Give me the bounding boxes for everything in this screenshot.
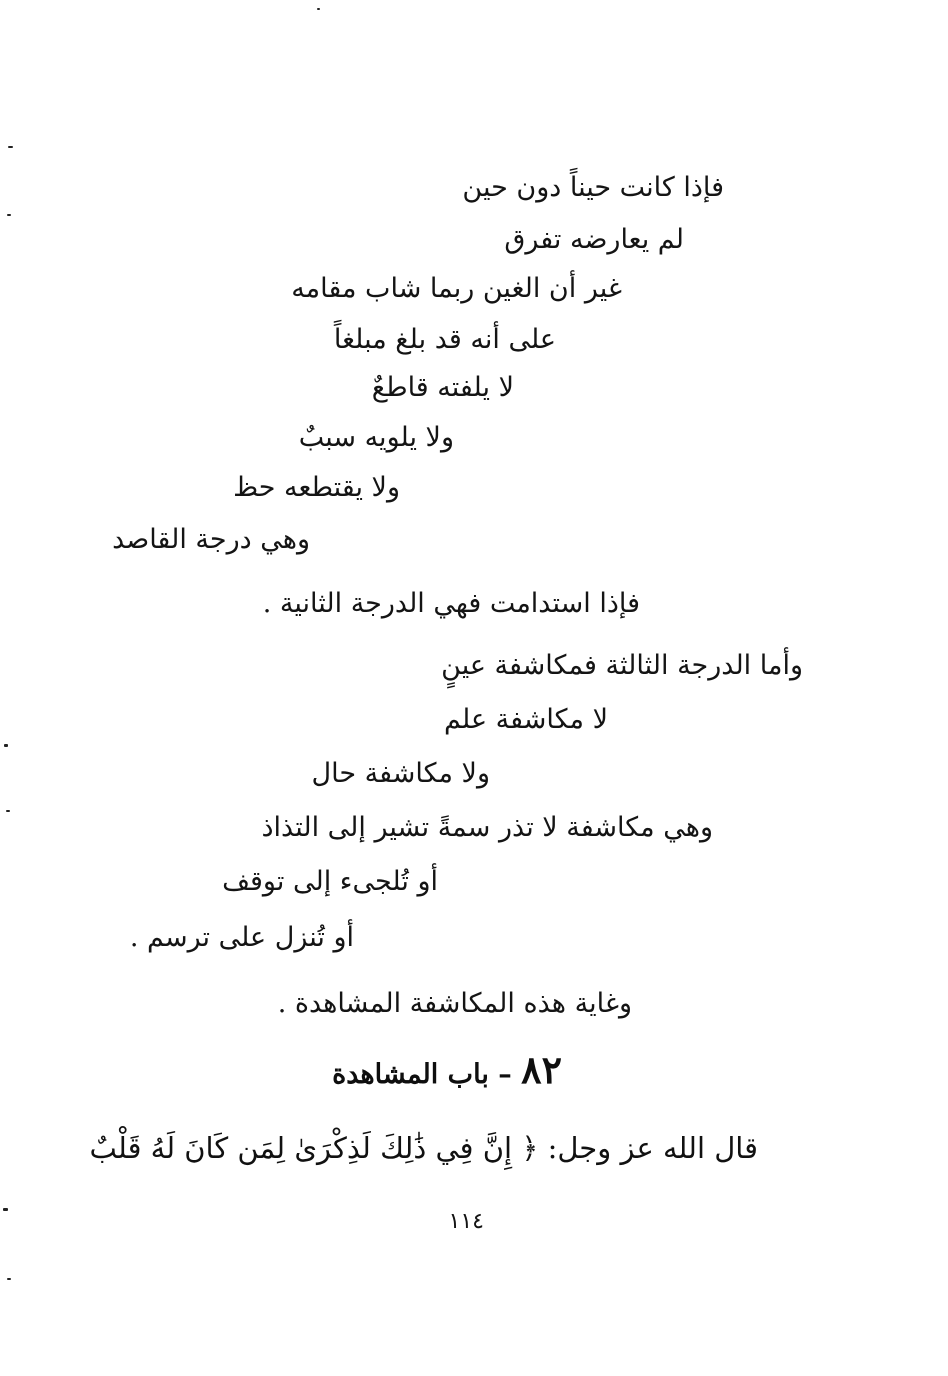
scan-speck [6,810,10,812]
scan-speck [7,1278,11,1280]
chapter-heading [332,1047,562,1095]
text-line: أو تُلجىء إلى توقف [222,866,438,897]
scan-speck [3,1208,8,1211]
scan-speck [8,146,13,148]
text-line: ولا يلويه سببٌ [298,422,454,453]
chapter-number: ٨٢ [521,1047,562,1092]
text-line: لا يلفته قاطعٌ [371,372,514,403]
text-line: غير أن الغين ربما شاب مقامه [291,273,622,304]
verse-intro: قال الله عز وجل: [547,1131,758,1165]
text-line: وغاية هذه المكاشفة المشاهدة . [277,988,632,1019]
text-line: فإذا استدامت فهي الدرجة الثانية . [262,588,640,619]
chapter-dash: – [498,1059,512,1090]
text-line: فإذا كانت حيناً دون حين [462,172,724,203]
verse-text: إِنَّ فِي ذَٰلِكَ لَذِكْرَىٰ لِمَن كَانَ لَهُ قَلْبٌ [89,1131,513,1165]
scan-speck [7,214,11,216]
page-number: ١١٤ [448,1209,484,1234]
text-line: وأما الدرجة الثالثة فمكاشفة عينٍ [441,650,803,681]
text-line: لم يعارضه تفرق [504,224,684,255]
text-line: ولا يقتطعه حظ [233,472,400,503]
text-line: ولا مكاشفة حال [311,758,490,789]
text-line: على أنه قد بلغ مبلغاً [333,324,556,355]
quran-verse-line [90,1126,759,1170]
text-line: أو تُنزل على ترسم . [129,922,354,953]
text-line: وهي مكاشفة لا تذر سمةً تشير إلى التذاذ [261,812,713,843]
chapter-title: باب المشاهدة [332,1059,489,1090]
text-line: لا مكاشفة علم [444,704,608,735]
scan-speck [317,8,320,10]
scan-speck [4,744,8,747]
text-line: وهي درجة القاصد [112,524,310,555]
ornate-bracket: ﴿ [521,1131,539,1165]
